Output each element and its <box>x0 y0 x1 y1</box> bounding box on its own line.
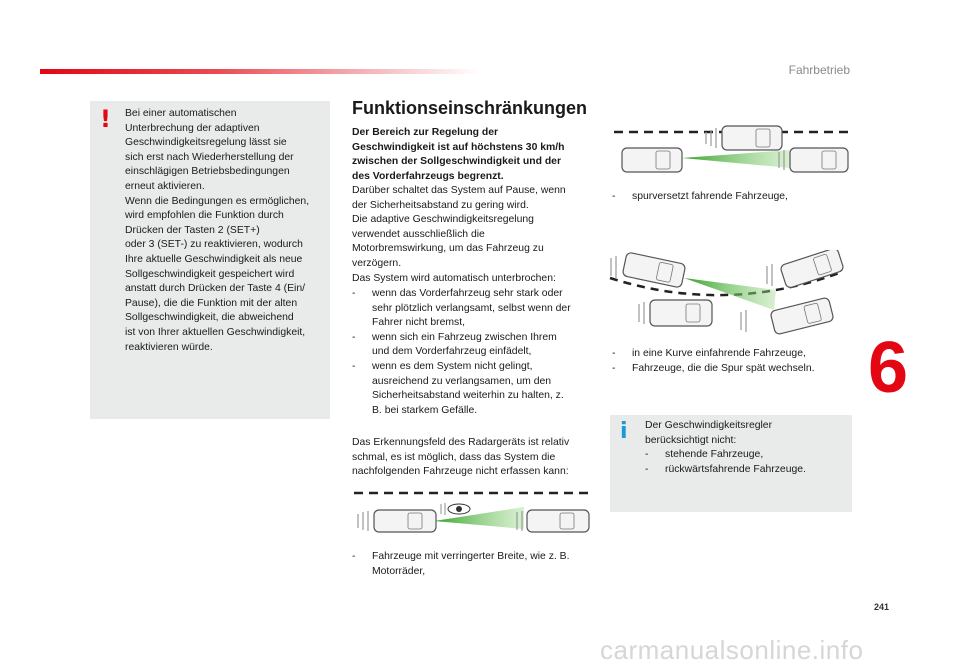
watermark: carmanualsonline.info <box>600 635 864 665</box>
warning-line: Pause), die die Funktion mit der alten <box>125 297 298 309</box>
car-in-curve-right <box>770 297 834 335</box>
motorbike-caption: - Fahrzeuge mit verringerter Breite, wie z. B. Motorräder, <box>352 550 592 579</box>
warning-line: Geschwindigkeitsregelung lässt sie <box>125 137 287 149</box>
own-car <box>622 148 682 172</box>
body-line: Darüber schaltet das System auf Pause, wenn <box>352 185 566 196</box>
radar-beam <box>434 507 524 529</box>
body-line: Das System wird automatisch unterbrochen: <box>352 272 556 284</box>
header-accent-bar <box>40 69 480 74</box>
page-heading: Funktionseinschränkungen <box>352 98 588 118</box>
body-text <box>352 184 592 286</box>
intro-line: des Vorderfahrzeugs begrenzt. <box>352 170 504 182</box>
warning-line: Drücken der Tasten 2 (SET+) <box>125 224 260 236</box>
own-car <box>374 510 436 532</box>
radar-line: nachfolgenden Fahrzeuge nicht erfassen kann: <box>352 466 569 478</box>
following-car <box>790 148 848 172</box>
motorbike-illustration <box>352 488 592 540</box>
intro-line: Geschwindigkeit ist auf höchstens 30 km/h <box>352 141 565 153</box>
following-car <box>527 510 589 532</box>
radar-beam <box>682 150 790 168</box>
warning-line: Bei einer automatischen <box>125 108 237 119</box>
own-car <box>622 252 686 288</box>
offset-car <box>722 126 782 150</box>
chapter-number: 6 <box>868 328 909 408</box>
radar-line: Das Erkennungsfeld des Radargeräts ist relativ <box>352 437 570 448</box>
offset-caption: - spurversetzt fahrende Fahrzeuge, <box>612 191 788 202</box>
warning-line: einschlägigen Betriebsbedingungen <box>125 166 290 178</box>
warning-line: reaktivieren würde. <box>125 341 213 353</box>
list-item: - wenn es dem System nicht gelingt, ausreichend zu verlangsamen, um den Sicherheitsabstand weiterhin zu halten, z. B. bei starkem Gefälle. <box>352 360 564 416</box>
radar-text <box>352 436 592 480</box>
intro-line: Der Bereich zur Regelung der <box>352 127 499 138</box>
body-line: Die adaptive Geschwindigkeitsregelung <box>352 214 534 226</box>
offset-vehicles-illustration <box>612 122 852 184</box>
warning-line: sich erst nach Wiederherstellung der <box>125 151 294 163</box>
list-item: - Fahrzeuge, die die Spur spät wechseln. <box>612 362 815 374</box>
car-changing-lane <box>780 250 844 289</box>
caption-line: Motorräder, <box>372 565 426 577</box>
list-item: - wenn sich ein Fahrzeug zwischen Ihrem und dem Vorderfahrzeug einfädelt, <box>352 331 557 358</box>
exclamation-icon: ! <box>100 105 111 133</box>
warning-text <box>125 107 322 355</box>
warning-line: erneut aktivieren. <box>125 180 205 192</box>
warning-line: Sollgeschwindigkeit, die abweichend <box>125 312 294 324</box>
radar-line: schmal, es ist möglich, dass das System die <box>352 451 556 463</box>
warning-line: ist von Ihrer aktuellen Geschwindigkeit, <box>125 326 306 338</box>
warning-line: wird empfohlen die Funktion durch <box>125 210 284 222</box>
info-box <box>610 415 852 512</box>
body-line: verwendet ausschließlich die <box>352 228 485 240</box>
interruption-list <box>352 287 592 418</box>
list-item: - in eine Kurve einfahrende Fahrzeuge, <box>612 348 806 359</box>
curve-illustration <box>606 250 852 342</box>
section-title: Fahrbetrieb <box>788 63 850 77</box>
caption-line: Fahrzeuge mit verringerter Breite, wie z. B. <box>372 551 570 562</box>
info-icon: i <box>620 419 628 444</box>
bold-intro <box>352 126 592 184</box>
list-item: - rückwärtsfahrende Fahrzeuge. <box>645 463 806 475</box>
warning-line: Sollgeschwindigkeit gespeichert wird <box>125 268 295 280</box>
list-item: - stehende Fahrzeuge, <box>645 449 764 461</box>
warning-box <box>90 101 330 419</box>
body-line: verzögern. <box>352 257 402 269</box>
info-line: berücksichtigt nicht: <box>645 434 737 446</box>
body-line: der Sicherheitsabstand zu gering wird. <box>352 199 529 211</box>
list-item: - wenn das Vorderfahrzeug sehr stark oder sehr plötzlich verlangsamt, selbst wenn der Fahrer nicht bremst, <box>352 288 571 329</box>
warning-line: anstatt durch Drücken der Taste 4 (Ein/ <box>125 283 306 295</box>
info-line: Der Geschwindigkeitsregler <box>645 420 773 431</box>
car-in-curve <box>650 300 712 326</box>
intro-line: zwischen der Sollgeschwindigkeit und der <box>352 156 562 168</box>
info-text <box>645 419 846 477</box>
curve-captions <box>612 347 852 376</box>
warning-line: Ihre aktuelle Geschwindigkeit als neue <box>125 253 303 265</box>
warning-line: Wenn die Bedingungen es ermöglichen, <box>125 195 310 207</box>
warning-line: Unterbrechung der adaptiven <box>125 122 260 134</box>
warning-line: oder 3 (SET-) zu reaktivieren, wodurch <box>125 239 303 251</box>
body-line: Motorbremswirkung, um das Fahrzeug zu <box>352 243 544 255</box>
page-number: 241 <box>874 602 890 612</box>
